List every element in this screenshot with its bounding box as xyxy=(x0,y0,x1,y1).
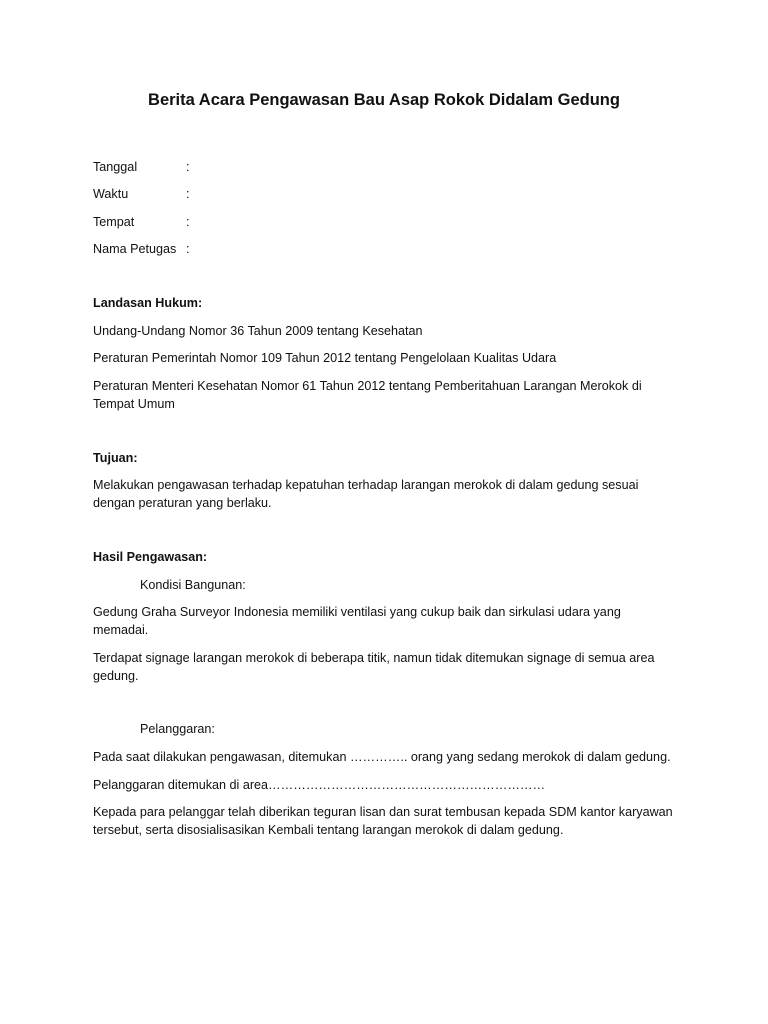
landasan-item: Peraturan Menteri Kesehatan Nomor 61 Tahun 2012 tentang Pemberitahuan Larangan Merokok di Tempat Umum xyxy=(93,379,642,411)
landasan-item: Undang-Undang Nomor 36 Tahun 2009 tentang Kesehatan xyxy=(93,324,423,338)
field-nama-petugas xyxy=(93,240,196,258)
field-colon: : xyxy=(186,187,190,201)
landasan-item: Peraturan Pemerintah Nomor 109 Tahun 2012 tentang Pengelolaan Kualitas Udara xyxy=(93,351,557,365)
pelanggaran-item: Kepada para pelanggar telah diberikan teguran lisan dan surat tembusan kepada SDM kantor karyawan tersebut, serta disosialisasikan Kembali tentang larangan merokok di dalam gedung. xyxy=(93,805,673,837)
tujuan-heading: Tujuan: xyxy=(93,451,138,465)
document-title: Berita Acara Pengawasan Bau Asap Rokok Didalam Gedung xyxy=(148,91,620,109)
field-label: Waktu xyxy=(93,187,129,201)
field-colon: : xyxy=(186,215,190,229)
landasan-heading: Landasan Hukum: xyxy=(93,296,203,310)
tujuan-text: Melakukan pengawasan terhadap kepatuhan terhadap larangan merokok di dalam gedung sesuai dengan peraturan yang berlaku. xyxy=(93,478,639,510)
pelanggaran-label: Pelanggaran: xyxy=(140,722,215,736)
field-waktu xyxy=(93,185,196,203)
field-tempat xyxy=(93,213,196,231)
pelanggaran-item: Pelanggaran ditemukan di area………………………………………………………… xyxy=(93,778,546,792)
field-label: Tempat xyxy=(93,215,135,229)
field-colon: : xyxy=(186,160,190,174)
kondisi-bangunan-label: Kondisi Bangunan: xyxy=(140,578,246,592)
field-label: Nama Petugas xyxy=(93,242,177,256)
pelanggaran-item: Pada saat dilakukan pengawasan, ditemukan ………….. orang yang sedang merokok di dalam gedung. xyxy=(93,750,671,764)
hasil-heading: Hasil Pengawasan: xyxy=(93,550,208,564)
field-colon: : xyxy=(186,242,190,256)
kondisi-item: Terdapat signage larangan merokok di beberapa titik, namun tidak ditemukan signage di semua area gedung. xyxy=(93,651,655,683)
field-label: Tanggal xyxy=(93,160,138,174)
kondisi-item: Gedung Graha Surveyor Indonesia memiliki ventilasi yang cukup baik dan sirkulasi udara yang memadai. xyxy=(93,605,621,637)
field-tanggal xyxy=(93,158,196,176)
